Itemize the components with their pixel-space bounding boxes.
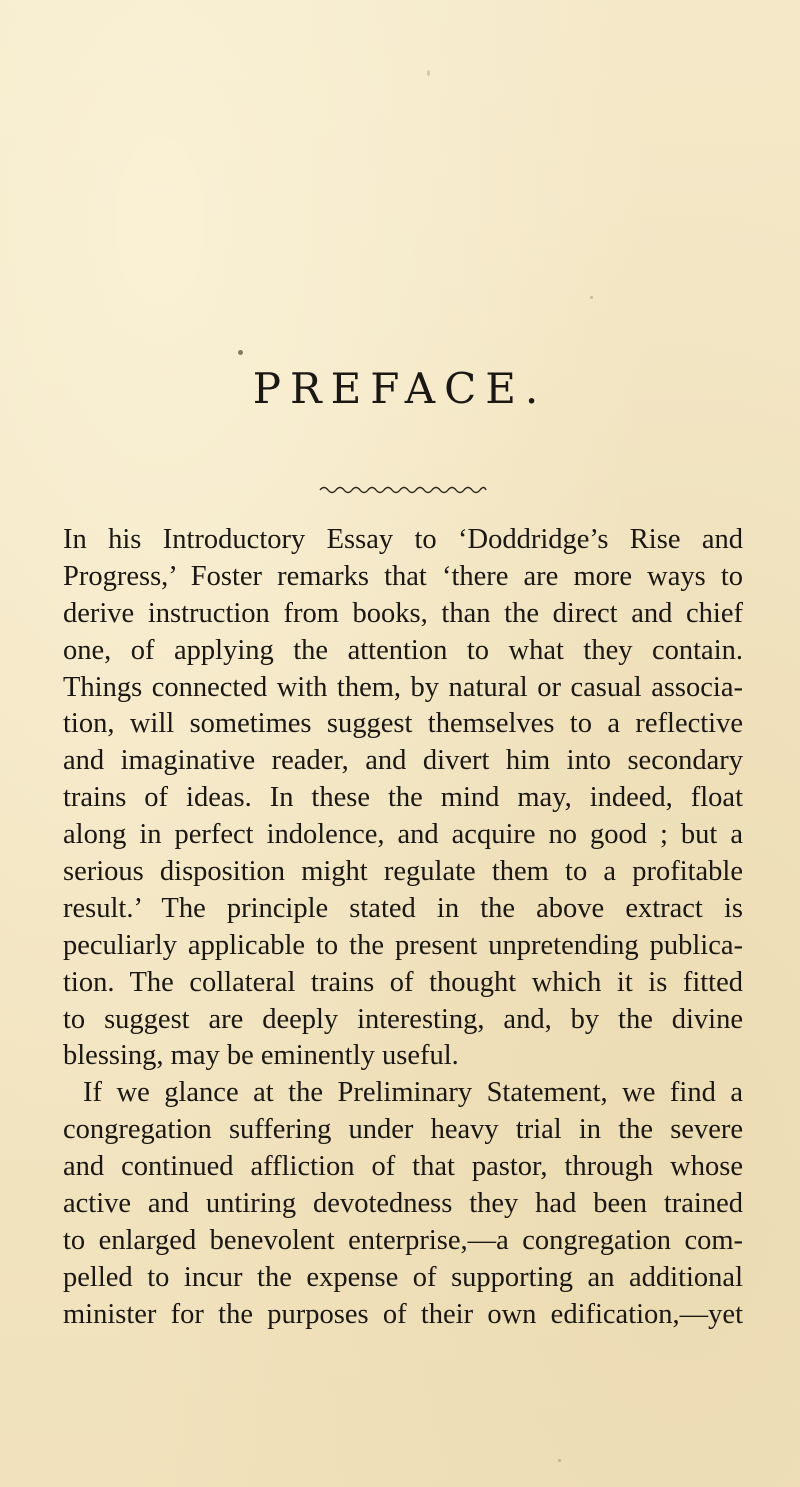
paragraph-1 [63,522,743,1075]
wavy-rule-ornament [318,483,488,495]
paper-speck [238,350,243,355]
text-line: one, of applying the attention to what they contain. [63,634,743,666]
text-line: result.’ The principle stated in the above extract is [63,892,743,924]
text-line: tion. The collateral trains of thought which it is fitted [63,966,743,998]
page-title: PREFACE. [252,364,548,413]
paper-speck [427,70,430,76]
text-line: In his Introductory Essay to ‘Doddridge’s Rise and [63,524,743,555]
text-line: and imaginative reader, and divert him into secondary [63,745,743,777]
text-line: tion, will sometimes suggest themselves to a reflective [63,708,743,740]
text-line: and continued affliction of that pastor, through whose [63,1151,743,1183]
text-line: peculiarly applicable to the present unpretending publica- [63,929,743,961]
text-line: serious disposition might regulate them to a profitable [63,856,743,888]
text-line: active and untiring devotedness they had been trained [63,1188,743,1220]
text-line: to suggest are deeply interesting, and, by the divine [63,1003,743,1035]
paper-speck [590,296,593,299]
text-line: along in perfect indolence, and acquire no good ; but a [63,819,743,851]
text-line: trains of ideas. In these the mind may, indeed, float [63,782,743,814]
text-line: pelled to incur the expense of supporting an additional [63,1261,743,1293]
text-line: If we glance at the Preliminary Statement, we find a [83,1077,743,1109]
paragraph-2 [63,1075,743,1333]
text-line: Things connected with them, by natural or casual associa- [63,671,743,703]
preface-text [63,522,743,1334]
text-line: minister for the purposes of their own edification,—yet [63,1298,743,1330]
text-line: derive instruction from books, than the direct and chief [63,597,743,629]
text-line: Progress,’ Foster remarks that ‘there are more ways to [63,560,743,592]
text-line: to enlarged benevolent enterprise,—a congregation com- [63,1224,743,1256]
text-line: congregation suffering under heavy trial in the severe [63,1114,743,1146]
paper-speck [558,1459,561,1462]
text-line: blessing, may be eminently useful. [63,1040,459,1072]
